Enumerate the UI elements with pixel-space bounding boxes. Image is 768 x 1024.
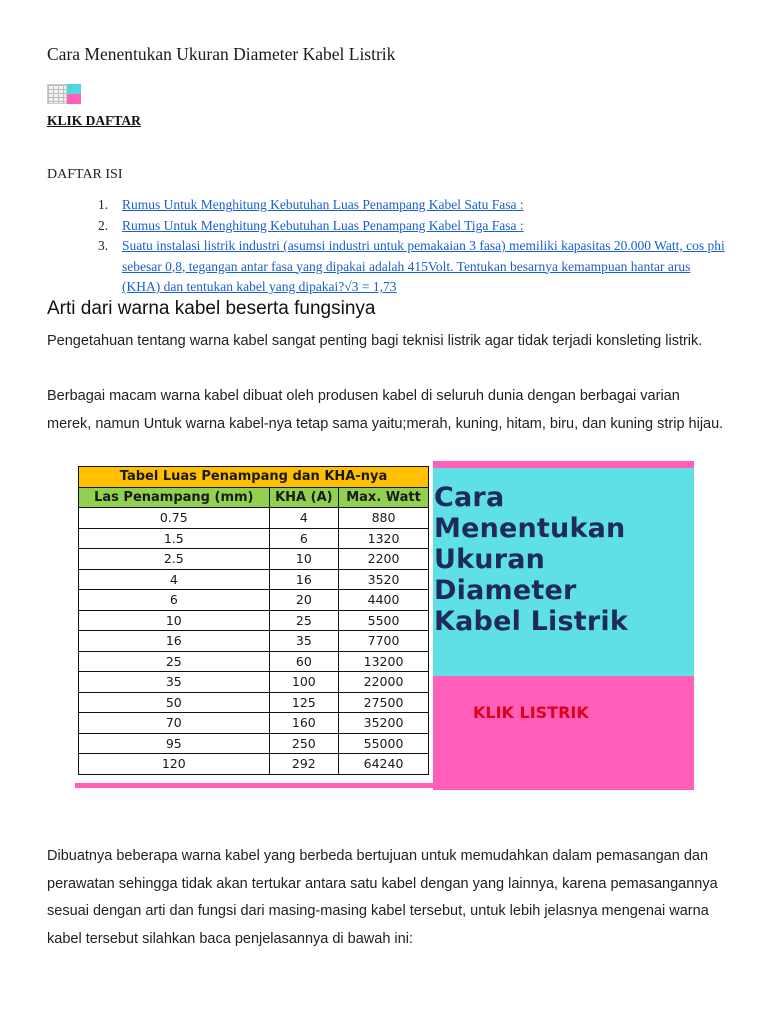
table-row — [79, 631, 429, 652]
table-cell: 25 — [269, 610, 339, 631]
article-figure — [75, 461, 694, 790]
table-cell: 70 — [79, 713, 270, 734]
table-row — [79, 528, 429, 549]
table-cell: 3520 — [339, 569, 429, 590]
table-row — [79, 508, 429, 529]
table-of-contents — [47, 195, 727, 298]
table-cell: 120 — [79, 754, 270, 775]
table-cell: 10 — [269, 549, 339, 570]
promo-cta: KLIK LISTRIK — [473, 703, 589, 722]
column-header: Las Penampang (mm) — [79, 487, 270, 508]
toc-link-3[interactable]: Suatu instalasi listrik industri (asumsi industri untuk pemakaian 3 fasa) memiliki kapasitas 20.000 Watt, cos phi sebesar 0,8, tegangan antar fasa yang dipakai adalah 415Volt. Tentukan besarnya kemampuan hantar arus (KHA) dan tentukan kabel yang dipakai?√3 = 1,73 — [122, 238, 725, 294]
column-header: KHA (A) — [269, 487, 339, 508]
figure-bottom-bar — [75, 783, 433, 788]
table-cell: 1.5 — [79, 528, 270, 549]
table-cell: 20 — [269, 590, 339, 611]
promo-banner — [433, 461, 694, 790]
paragraph: Dibuatnya beberapa warna kabel yang berbeda bertujuan untuk memudahkan dalam pemasangan dan perawatan sehingga tidak akan tertukar antara satu kabel dengan yang lainnya, karena pemasangannya sesuai dengan arti dan fungsi dari masing-masing kabel tersebut, untuk lebih jelasnya mengenai warna kabel tersebut silahkan baca penjelasannya di bawah ini: — [47, 848, 718, 947]
toc-item: 2. Rumus Untuk Menghitung Kebutuhan Luas Penampang Kabel Tiga Fasa : — [98, 217, 524, 233]
table-row — [79, 692, 429, 713]
toc-link-1[interactable]: Rumus Untuk Menghitung Kebutuhan Luas Penampang Kabel Satu Fasa : — [122, 197, 524, 212]
promo-cta-panel — [433, 676, 694, 790]
promo-top-stripe — [433, 461, 694, 468]
klik-daftar-link[interactable]: KLIK DAFTAR — [47, 113, 141, 128]
table-row — [79, 610, 429, 631]
table-cell: 125 — [269, 692, 339, 713]
table-cell: 4 — [269, 508, 339, 529]
column-header: Max. Watt — [339, 487, 429, 508]
toc-item: 3. Suatu instalasi listrik industri (asumsi industri untuk pemakaian 3 fasa) memiliki kapasitas 20.000 Watt, cos phi sebesar 0,8, tegangan antar fasa yang dipakai adalah 415Volt. Tentukan besarnya kemampuan hantar arus (KHA) dan tentukan kabel yang dipakai?√3 = 1,73 — [98, 238, 725, 294]
toc-link-2[interactable]: Rumus Untuk Menghitung Kebutuhan Luas Penampang Kabel Tiga Fasa : — [122, 217, 524, 233]
table-row — [79, 549, 429, 570]
table-cell: 100 — [269, 672, 339, 693]
table-cell: 25 — [79, 651, 270, 672]
page-title: Cara Menentukan Ukuran Diameter Kabel Listrik — [47, 44, 396, 64]
kha-table-wrapper — [78, 466, 429, 775]
table-cell: 160 — [269, 713, 339, 734]
promo-title-panel — [433, 468, 694, 676]
table-row — [79, 651, 429, 672]
table-row — [79, 569, 429, 590]
table-cell: 7700 — [339, 631, 429, 652]
thumbnail-table-part — [47, 84, 67, 104]
table-cell: 16 — [79, 631, 270, 652]
table-cell: 35 — [79, 672, 270, 693]
kha-table — [78, 466, 429, 775]
table-cell: 6 — [79, 590, 270, 611]
table-cell: 1320 — [339, 528, 429, 549]
table-cell: 55000 — [339, 733, 429, 754]
table-cell: 292 — [269, 754, 339, 775]
table-row — [79, 713, 429, 734]
table-cell: 6 — [269, 528, 339, 549]
table-cell: 880 — [339, 508, 429, 529]
table-cell: 0.75 — [79, 508, 270, 529]
table-cell: 10 — [79, 610, 270, 631]
paragraph: Pengetahuan tentang warna kabel sangat penting bagi teknisi listrik agar tidak terjadi konsleting listrik. — [47, 333, 703, 349]
table-cell: 2.5 — [79, 549, 270, 570]
table-row — [79, 590, 429, 611]
table-cell: 13200 — [339, 651, 429, 672]
table-cell: 64240 — [339, 754, 429, 775]
table-row — [79, 733, 429, 754]
table-row — [79, 754, 429, 775]
table-cell: 35 — [269, 631, 339, 652]
paragraph: Berbagai macam warna kabel dibuat oleh produsen kabel di seluruh dunia dengan berbagai varian merek, namun Untuk warna kabel-nya tetap sama yaitu;merah, kuning, hitam, biru, dan kuning strip hijau. — [47, 388, 724, 432]
table-cell: 22000 — [339, 672, 429, 693]
promo-title: Cara Menentukan Ukuran Diameter Kabel Listrik — [434, 482, 628, 637]
table-cell: 27500 — [339, 692, 429, 713]
toc-heading: DAFTAR ISI — [47, 167, 123, 182]
toc-item: 1. Rumus Untuk Menghitung Kebutuhan Luas Penampang Kabel Satu Fasa : — [98, 197, 524, 212]
table-cell: 16 — [269, 569, 339, 590]
table-cell: 4400 — [339, 590, 429, 611]
table-cell: 60 — [269, 651, 339, 672]
table-row — [79, 672, 429, 693]
table-cell: 95 — [79, 733, 270, 754]
table-cell: 4 — [79, 569, 270, 590]
table-cell: 2200 — [339, 549, 429, 570]
thumbnail-image[interactable] — [47, 84, 81, 104]
table-cell: 35200 — [339, 713, 429, 734]
thumbnail-promo-part — [67, 84, 81, 104]
table-cell: 250 — [269, 733, 339, 754]
table-caption: Tabel Luas Penampang dan KHA-nya — [79, 467, 429, 488]
section-heading: Arti dari warna kabel beserta fungsinya — [47, 298, 376, 319]
table-cell: 50 — [79, 692, 270, 713]
table-body — [79, 508, 429, 775]
table-cell: 5500 — [339, 610, 429, 631]
